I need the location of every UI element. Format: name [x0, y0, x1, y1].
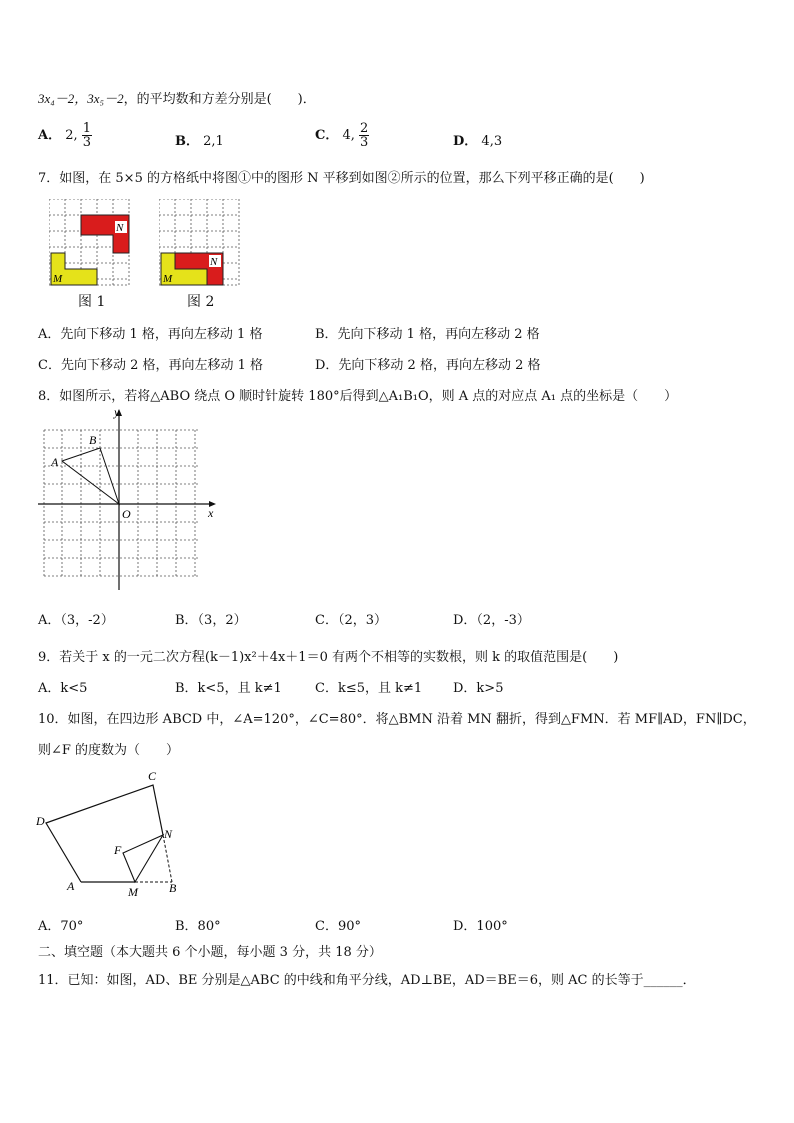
- q7-fig1-caption: 图 1: [78, 294, 106, 310]
- svg-text:M: M: [163, 273, 173, 285]
- svg-text:M: M: [128, 885, 138, 899]
- q8-stem: 8．如图所示，若将△ABO 绕点 O 顺时针旋转 180°后得到△A₁B₁O，则 A 点的对应点 A₁ 点的坐标是（ ）: [38, 389, 678, 404]
- q10-option-d: D．100°: [453, 919, 508, 934]
- q10-quadrilateral-figure: [36, 768, 186, 900]
- q6-stem-text: ，的平均数和方差分别是( )．: [123, 92, 316, 107]
- svg-text:A: A: [51, 455, 59, 469]
- q8-coordinate-figure: [38, 406, 218, 592]
- q7-fig2-caption: 图 2: [187, 294, 215, 310]
- q9-option-a: A．k<5: [38, 681, 88, 696]
- q6-stem: [38, 88, 316, 107]
- q6-option-a: A． 2, $\frac{1}{3}$: [38, 121, 92, 150]
- q9-option-b: B．k<5，且 k≠1: [175, 681, 282, 696]
- q8-option-d: D．（2，-3）: [453, 613, 530, 628]
- q7-figure-2: [159, 199, 241, 287]
- svg-text:C: C: [148, 769, 157, 783]
- q10-option-b: B．80°: [175, 919, 221, 934]
- q6-stem-math: 3x₄－2，3x₅－2: [38, 91, 124, 106]
- q10-option-c: C．90°: [315, 919, 361, 934]
- q10-stem-line2: 则∠F 的度数为（ ）: [38, 743, 180, 758]
- q7-option-a: A．先向下移动 1 格，再向左移动 1 格: [38, 327, 263, 342]
- svg-text:F: F: [114, 843, 122, 857]
- q8-option-a: A．（3，-2）: [38, 613, 114, 628]
- svg-text:A: A: [67, 879, 75, 893]
- q6-option-d: D． 4,3: [453, 134, 503, 149]
- q11-stem: 11．已知：如图，AD、BE 分别是△ABC 的中线和角平分线，AD⊥BE，AD＝BE＝6，则 AC 的长等于______．: [38, 973, 696, 988]
- q6-option-b: B． 2,1: [175, 134, 224, 149]
- svg-text:x: x: [208, 506, 214, 520]
- svg-text:M: M: [53, 273, 63, 285]
- section-2-heading: 二、填空题（本大题共 6 个小题，每小题 3 分，共 18 分）: [38, 945, 382, 960]
- svg-text:N: N: [210, 256, 218, 268]
- svg-text:N: N: [116, 222, 124, 234]
- q9-stem: 9．若关于 x 的一元二次方程(k－1)x²＋4x＋1＝0 有两个不相等的实数根，则 k 的取值范围是( ): [38, 650, 619, 665]
- q10-stem-line1: 10．如图，在四边形 ABCD 中，∠A=120°，∠C=80°．将△BMN 沿着 MN 翻折，得到△FMN．若 MF∥AD，FN∥DC，: [38, 712, 756, 727]
- q8-option-b: B．（3，2）: [175, 613, 247, 628]
- q9-option-c: C．k≤5，且 k≠1: [315, 681, 423, 696]
- q7-option-c: C．先向下移动 2 格，再向左移动 1 格: [38, 358, 264, 373]
- q8-option-c: C．（2，3）: [315, 613, 387, 628]
- q7-option-b: B．先向下移动 1 格，再向左移动 2 格: [315, 327, 540, 342]
- svg-text:y: y: [114, 406, 120, 419]
- q7-figure-1: [49, 199, 131, 287]
- svg-text:B: B: [89, 433, 97, 447]
- svg-text:N: N: [164, 827, 173, 841]
- fraction: $\frac{2}{3}$: [360, 121, 369, 150]
- q7-stem: 7．如图，在 5×5 的方格纸中将图①中的图形 N 平移到如图②所示的位置，那么下列平移正确的是( ): [38, 171, 645, 186]
- fraction: $\frac{1}{3}$: [82, 121, 92, 150]
- q7-option-d: D．先向下移动 2 格，再向左移动 2 格: [315, 358, 541, 373]
- q9-option-d: D．k>5: [453, 681, 504, 696]
- q10-option-a: A．70°: [38, 919, 84, 934]
- q6-option-c: C． 4, $\frac{2}{3}$: [315, 121, 369, 150]
- svg-text:B: B: [169, 881, 177, 895]
- svg-text:O: O: [122, 507, 131, 521]
- svg-text:D: D: [36, 814, 45, 828]
